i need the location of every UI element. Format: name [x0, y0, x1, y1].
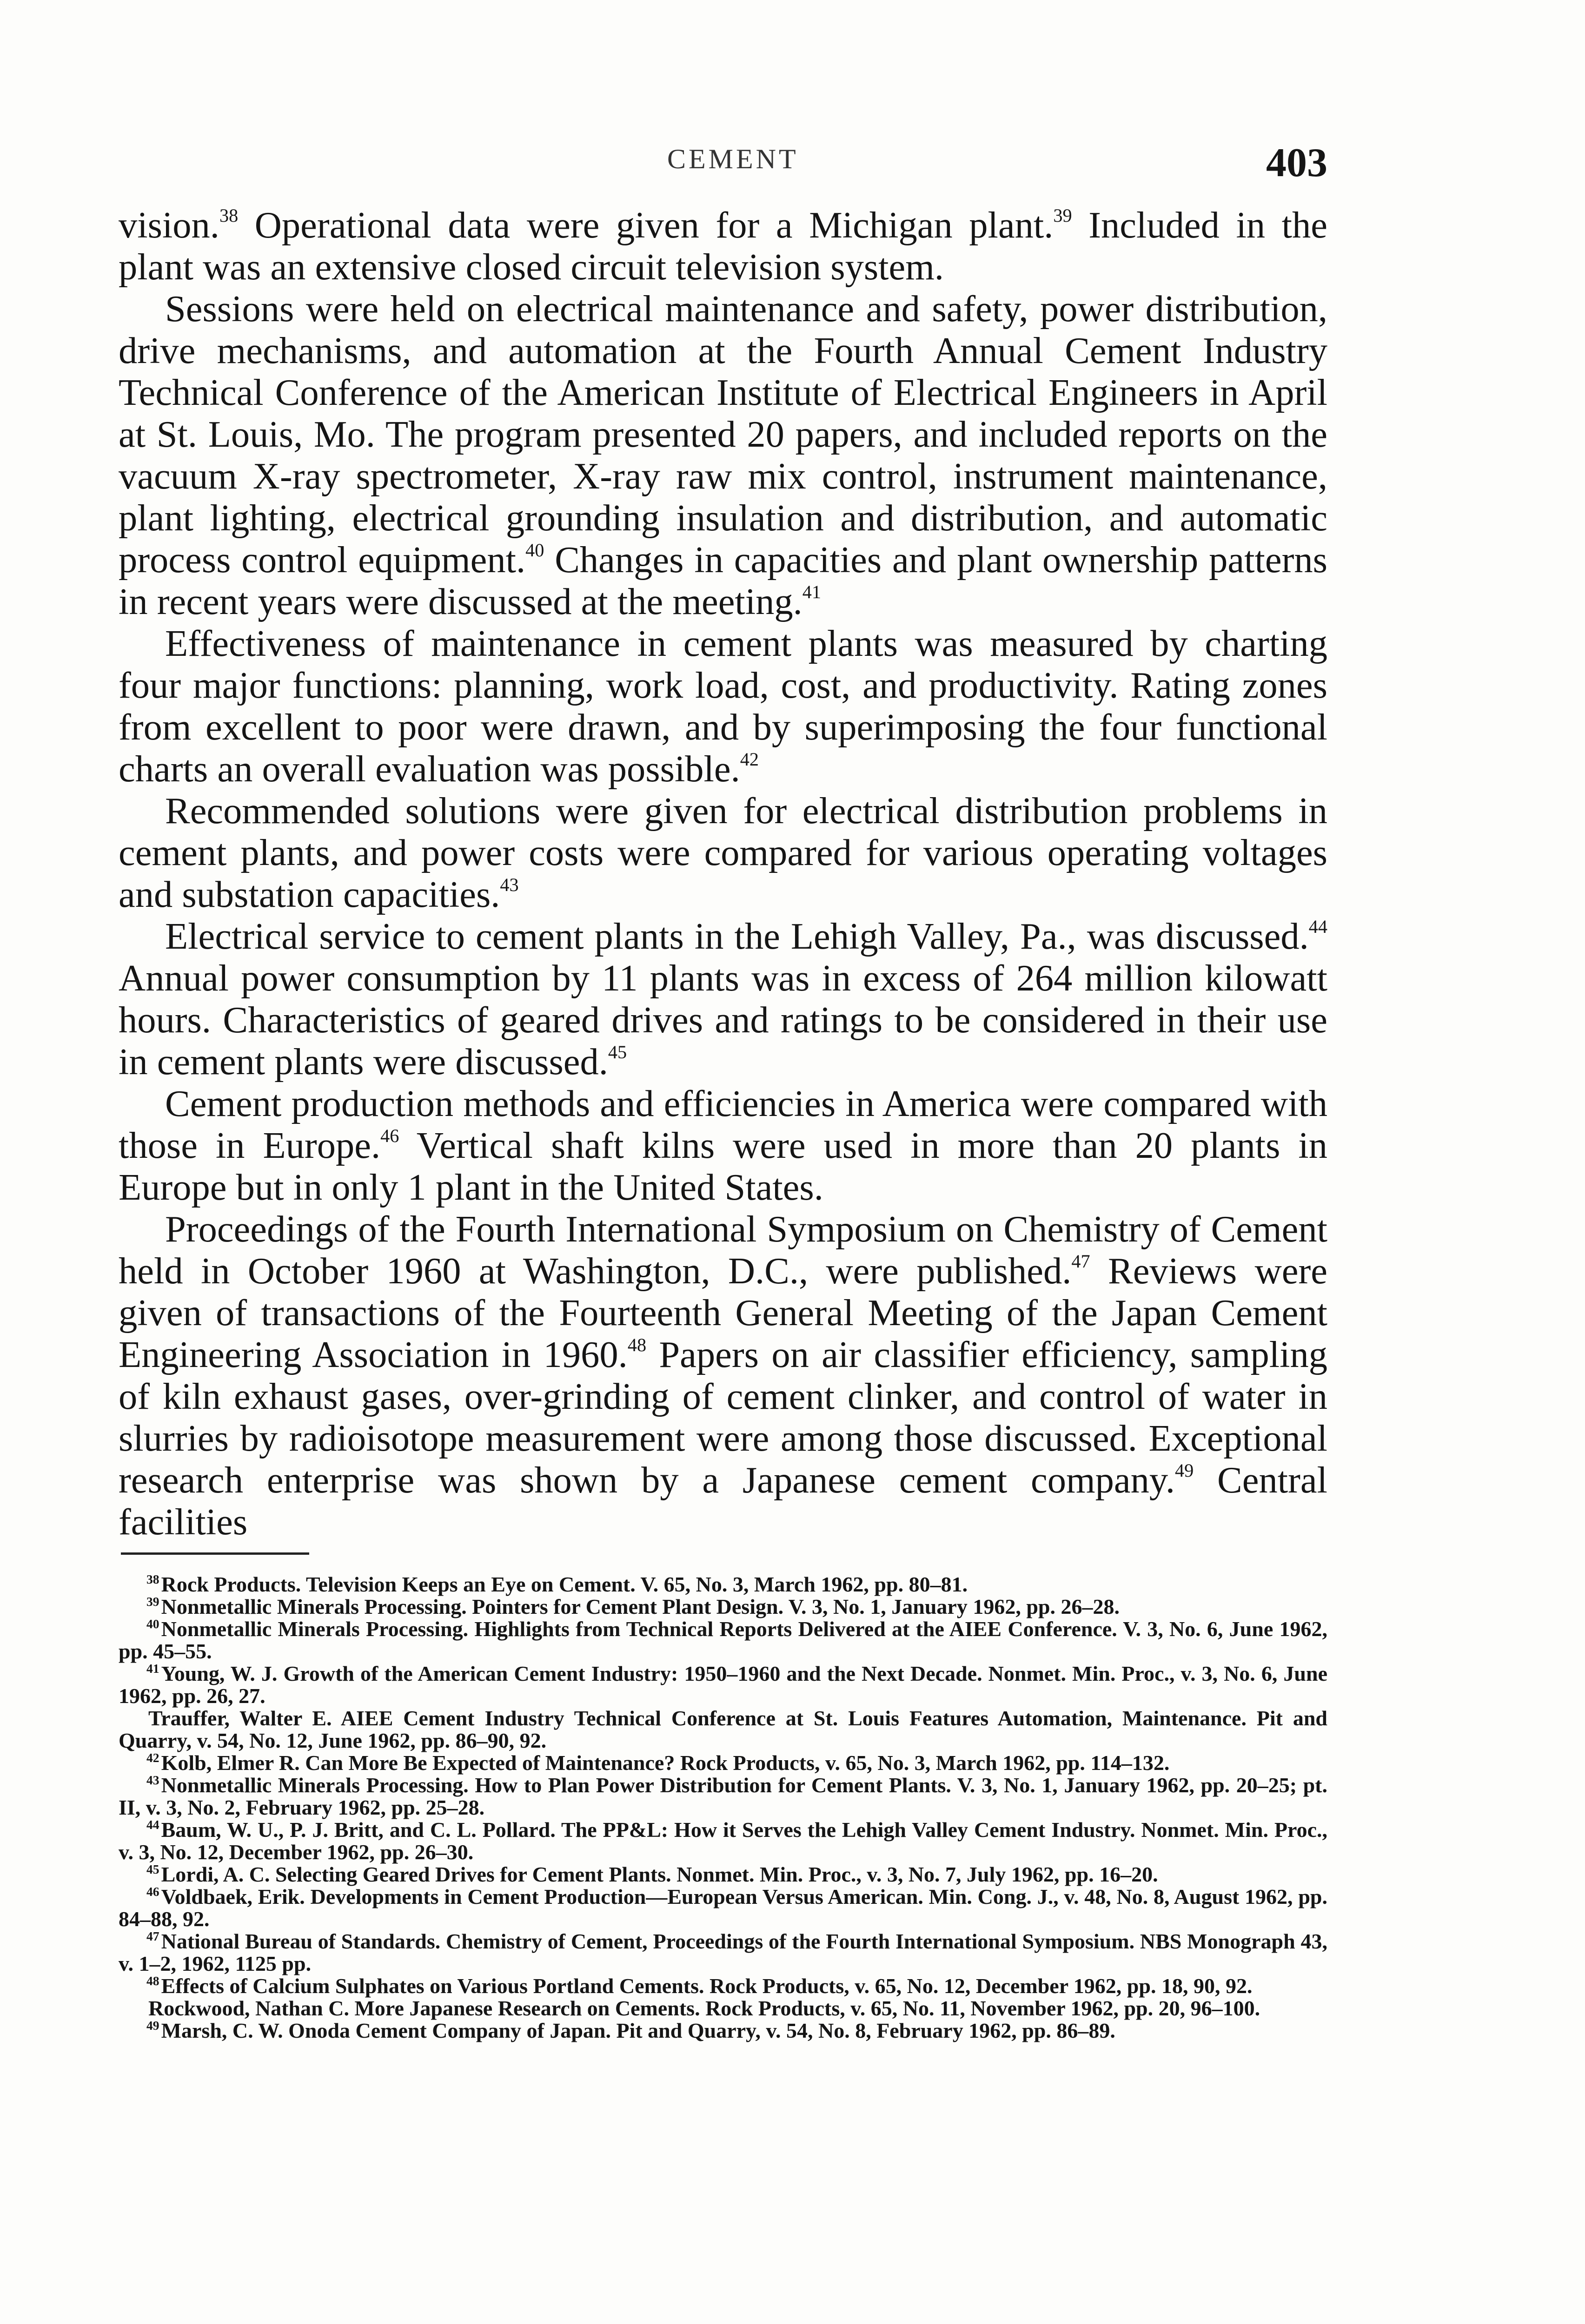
footnote: $^{40}$Nonmetallic Minerals Processing. Highlights from Technical Reports Delivered at the AIEE Conference. V. 3, No. 6, June 1962, pp. 45–55. [119, 1617, 1327, 1663]
footnote-divider [121, 1552, 309, 1555]
footnote-mark: 44 [146, 1817, 159, 1832]
footnote-mark: 46 [146, 1884, 159, 1899]
footnote-mark: 43 [146, 1773, 159, 1788]
footnote: $^{48}$Effects of Calcium Sulphates on Various Portland Cements. Rock Products, v. 65, No. 12, December 1962, pp. 18, 90, 92. [146, 1974, 1253, 1998]
footnote-ref: 46 [380, 1125, 399, 1146]
footnote: Rockwood, Nathan C. More Japanese Research on Cements. Rock Products, v. 65, No. 11, November 1962, pp. 20, 96–100. [148, 1996, 1260, 2020]
footnote-ref: 44 [1308, 916, 1327, 937]
footnote-mark: 48 [146, 1974, 159, 1988]
footnote: $^{41}$Young, W. J. Growth of the American Cement Industry: 1950–1960 and the Next Decade. Nonmet. Min. Proc., v. 3, No. 6, June 1962, pp. 26, 27. [119, 1661, 1327, 1708]
running-title: CEMENT [667, 144, 799, 174]
footnote: $^{44}$Baum, W. U., P. J. Britt, and C. L. Pollard. The PP&L: How it Serves the Lehigh Valley Cement Industry. Nonmet. Min. Proc., v. 3, No. 12, December 1962, pp. 26–30. [119, 1817, 1327, 1864]
footnote-mark: 42 [146, 1750, 159, 1765]
footnote-mark: 40 [146, 1617, 159, 1631]
footnote-mark: 45 [146, 1862, 159, 1877]
footnote-ref: 40 [525, 539, 544, 561]
paragraph: Effectiveness of maintenance in cement plants was measured by charting four major functions: planning, work load, cost, and productivity. Rating zones from excellent to poor were drawn, and by superimposing the four functional charts an overall evaluation was possible.$^{42}$ [119, 623, 1327, 790]
paragraph: Electrical service to cement plants in the Lehigh Valley, Pa., was discussed.$^{44}$ Annual power consumption by 11 plants was in excess of 264 million kilowatt hours. Characteristics of geared drives and ratings to be considered in their use in cement plants were discussed.$^{45}$ [119, 916, 1327, 1083]
footnote-ref: 38 [219, 205, 239, 226]
footnote: $^{42}$Kolb, Elmer R. Can More Be Expected of Maintenance? Rock Products, v. 65, No. 3, March 1962, pp. 114–132. [146, 1750, 1170, 1775]
footnote: Trauffer, Walter E. AIEE Cement Industry Technical Conference at St. Louis Features Automation, Maintenance. Pit and Quarry, v. 54, No. 12, June 1962, pp. 86–90, 92. [119, 1706, 1327, 1752]
paragraph: Sessions were held on electrical maintenance and safety, power distribution, drive mechanisms, and automation at the Fourth Annual Cement Industry Technical Conference of the American Institute of Electrical Engineers in April at St. Louis, Mo. The program presented 20 papers, and included reports on the vacuum X-ray spectrometer, X-ray raw mix control, instrument maintenance, plant lighting, electrical grounding insulation and distribution, and automatic process control equipment.$^{40}$ Changes in capacities and plant ownership patterns in recent years were discussed at the meeting.$^{41}$ [119, 288, 1327, 622]
footnote: $^{39}$Nonmetallic Minerals Processing. Pointers for Cement Plant Design. V. 3, No. 1, January 1962, pp. 26–28. [146, 1594, 1120, 1618]
footnote: $^{45}$Lordi, A. C. Selecting Geared Drives for Cement Plants. Nonmet. Min. Proc., v. 3, No. 7, July 1962, pp. 16–20. [146, 1862, 1158, 1886]
paragraph: Recommended solutions were given for electrical distribution problems in cement plants, and power costs were compared for various operating voltages and substation capacities.$^{43}$ [119, 790, 1327, 915]
footnote-ref: 48 [627, 1334, 647, 1355]
footnote-mark: 39 [146, 1594, 159, 1609]
paragraph: vision.$^{38}$ Operational data were given for a Michigan plant.$^{39}$ Included in the plant was an extensive closed circuit television system. [119, 205, 1327, 288]
footnote-mark: 49 [146, 2018, 159, 2033]
footnote-ref: 39 [1053, 205, 1072, 226]
page-number: 403 [1266, 140, 1327, 185]
paragraph: Cement production methods and efficiencies in America were compared with those in Europe.$^{46}$ Vertical shaft kilns were used in more than 20 plants in Europe but in only 1 plant in the United States. [119, 1083, 1327, 1208]
footnote-ref: 47 [1071, 1250, 1090, 1272]
footnote: $^{49}$Marsh, C. W. Onoda Cement Company of Japan. Pit and Quarry, v. 54, No. 8, February 1962, pp. 86–89. [146, 2018, 1115, 2042]
footnote-ref: 49 [1175, 1459, 1194, 1481]
body-text [119, 205, 1327, 1543]
running-head [119, 139, 1327, 195]
footnote-ref: 42 [740, 748, 759, 770]
footnote-mark: 47 [146, 1929, 159, 1944]
footnote: $^{38}$Rock Products. Television Keeps an Eye on Cement. V. 65, No. 3, March 1962, pp. 80–81. [146, 1572, 968, 1596]
footnote: $^{43}$Nonmetallic Minerals Processing. How to Plan Power Distribution for Cement Plants. V. 3, No. 1, January 1962, pp. 20–25; pt. II, v. 3, No. 2, February 1962, pp. 25–28. [119, 1773, 1327, 1819]
footnote-ref: 41 [802, 581, 822, 602]
footnote-mark: 41 [146, 1661, 159, 1676]
footnote-mark: 38 [146, 1572, 159, 1587]
footnote-ref: 43 [500, 874, 519, 895]
footnotes [119, 1573, 1327, 2042]
footnote-ref: 45 [608, 1041, 627, 1063]
paragraph: Proceedings of the Fourth International Symposium on Chemistry of Cement held in October 1960 at Washington, D.C., were published.$^{47}$ Reviews were given of transactions of the Fourteenth General Meeting of the Japan Cement Engineering Association in 1960.48 Papers on air classifier efficiency, sampling of kiln exhaust gases, over-grinding of cement clinker, and control of water in slurries by radioisotope measurement were among those discussed. Exceptional research enterprise was shown by a Japanese cement company.$^{49}$ Central facilities [119, 1208, 1327, 1543]
footnote: $^{46}$Voldbaek, Erik. Developments in Cement Production—European Versus American. Min. Cong. J., v. 48, No. 8, August 1962, pp. 84–88, 92. [119, 1884, 1327, 1931]
footnote: $^{47}$National Bureau of Standards. Chemistry of Cement, Proceedings of the Fourth International Symposium. NBS Monograph 43, v. 1–2, 1962, 1125 pp. [119, 1929, 1327, 1975]
